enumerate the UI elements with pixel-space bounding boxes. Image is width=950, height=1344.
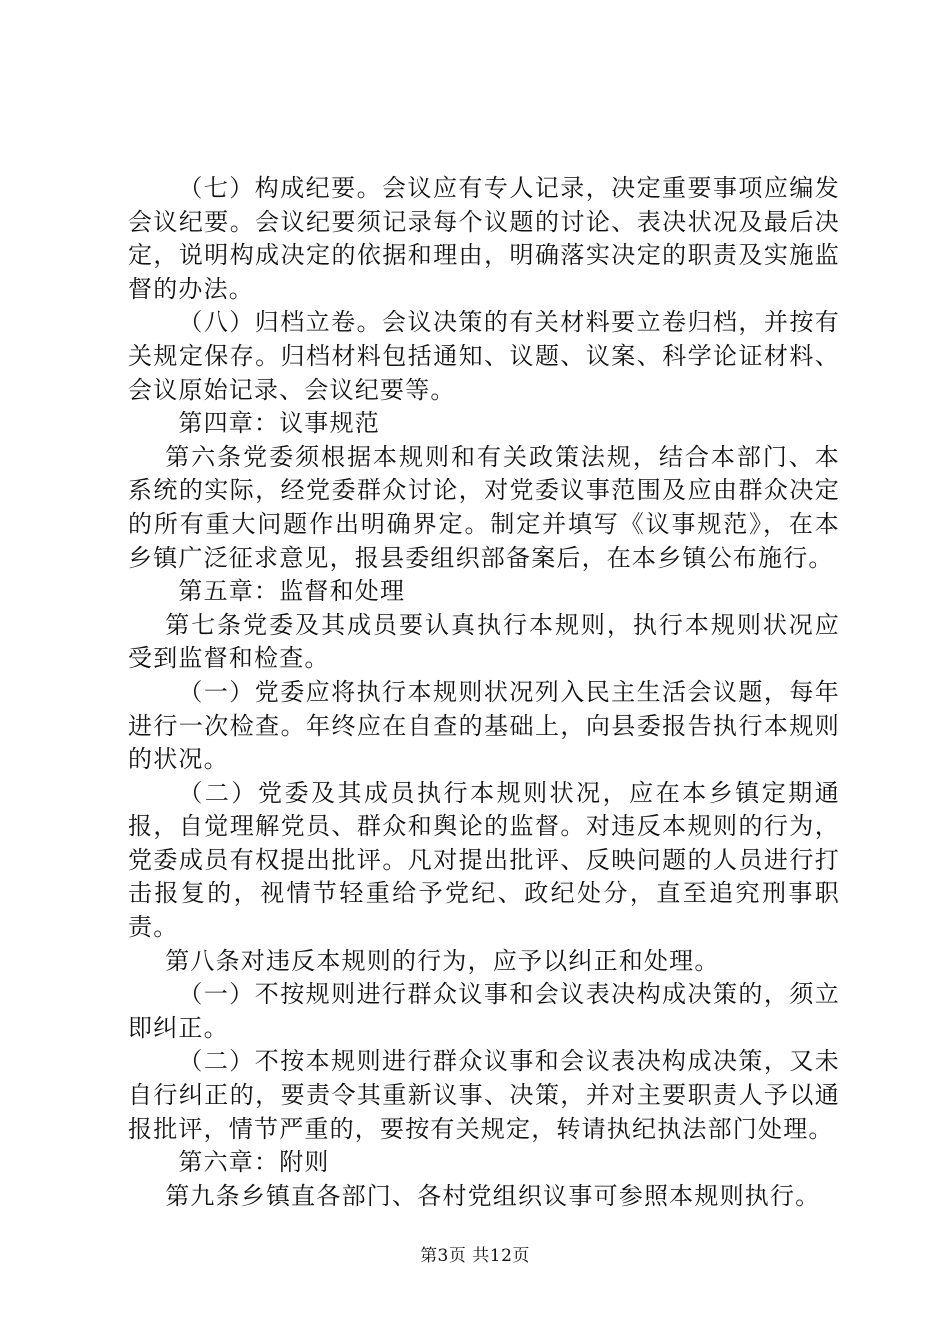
paragraph-item-7-minutes: （七）构成纪要。会议应有专人记录，决定重要事项应编发会议纪要。会议纪要须记录每个议题的讨论、表决状况及最后决定，说明构成决定的依据和理由，明确落实决定的职责及实施监督的办法。 — [128, 174, 840, 303]
article-8-item-2: （二）不按本规则进行群众议事和会议表决构成决策，又未自行纠正的，要责令其重新议事、决策，并对主要职责人予以通报批评，情节严重的，要按有关规定，转请执纪执法部门处理。 — [128, 1047, 840, 1143]
article-7-item-1: （一）党委应将执行本规则状况列入民主生活会议题，每年进行一次检查。年终应在自查的基础上，向县委报告执行本规则的状况。 — [128, 677, 840, 774]
page-number-footer: 第3页 共12页 — [420, 1246, 530, 1266]
article-6-paragraph: 第六条党委须根据本规则和有关政策法规，结合本部门、本系统的实际，经党委群众讨论，对党委议事范围及应由群众决定的所有重大问题作出明确界定。制定并填写《议事规范》，在本乡镇广泛征求意见，报县委组织部备案后，在本乡镇公布施行。 — [128, 442, 840, 572]
chapter-heading-5: 第五章：监督和处理 — [178, 577, 406, 606]
article-7-paragraph: 第七条党委及其成员要认真执行本规则，执行本规则状况应受到监督和检查。 — [128, 610, 840, 673]
article-8-item-1: （一）不按规则进行群众议事和会议表决构成决策的，须立即纠正。 — [128, 980, 840, 1042]
chapter-heading-4: 第四章：议事规范 — [178, 409, 380, 438]
article-7-item-2: （二）党委及其成员执行本规则状况，应在本乡镇定期通报，自觉理解党员、群众和舆论的监督。对违反本规则的行为，党委成员有权提出批评。凡对提出批评、反映问题的人员进行打击报复的，视情节轻重给予党纪、政纪处分，直至追究刑事职责。 — [128, 778, 840, 942]
chapter-heading-6: 第六章：附则 — [178, 1148, 330, 1177]
document-body — [128, 172, 840, 1213]
paragraph-item-8-archiving: （八）归档立卷。会议决策的有关材料要立卷归档，并按有关规定保存。归档材料包括通知、议题、议案、科学论证材料、会议原始记录、会议纪要等。 — [128, 308, 840, 404]
article-9-paragraph: 第九条乡镇直各部门、各村党组织议事可参照本规则执行。 — [165, 1181, 821, 1210]
article-8-paragraph: 第八条对违反本规则的行为，应予以纠正和处理。 — [165, 946, 720, 975]
